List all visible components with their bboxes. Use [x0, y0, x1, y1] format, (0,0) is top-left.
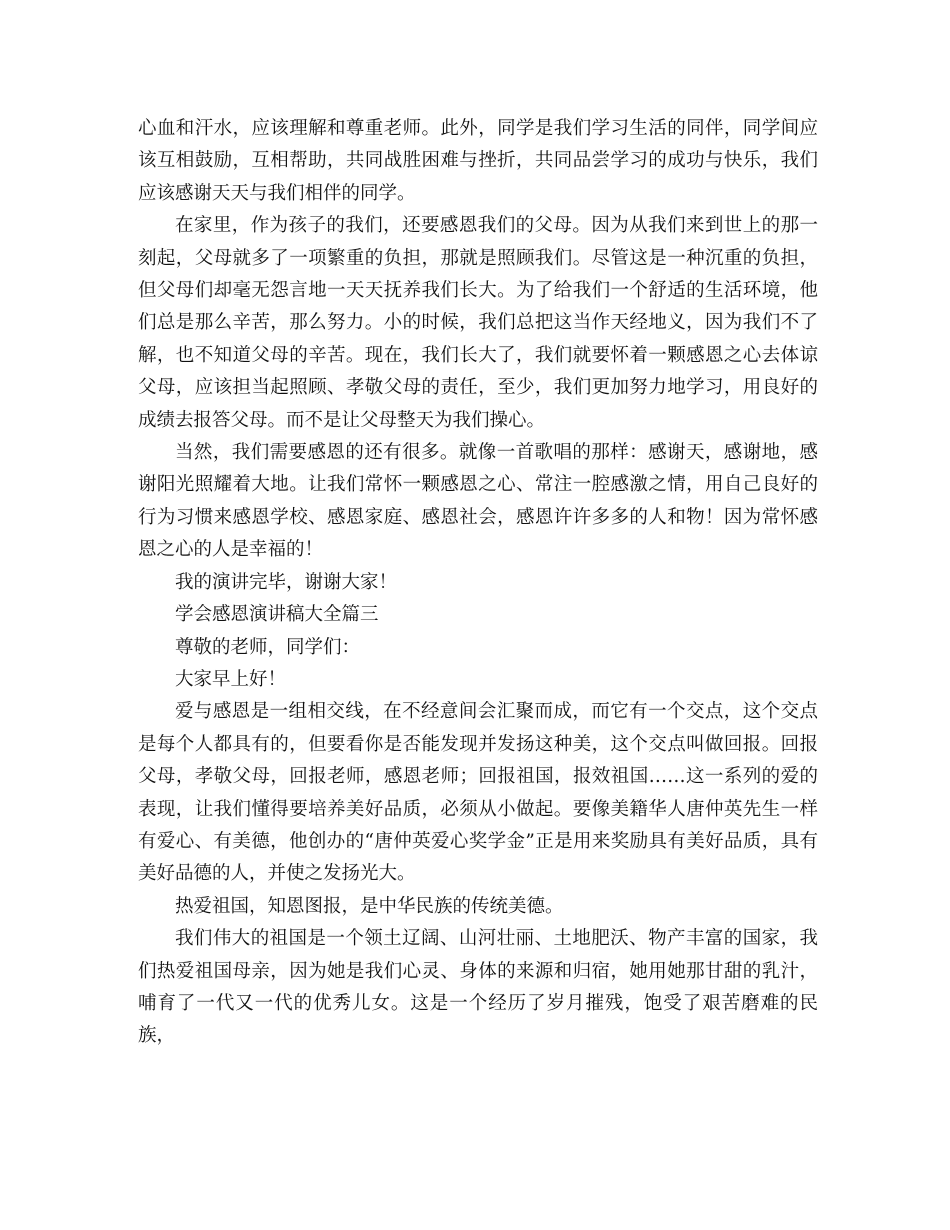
paragraph: 心血和汗水，应该理解和尊重老师。此外，同学是我们学习生活的同伴，同学间应该互相鼓励，互相帮助，共同战胜困难与挫折，共同品尝学习的成功与快乐，我们应该感谢天天与我们相伴的同学。 [138, 118, 818, 204]
section-heading: 学会感恩演讲稿大全篇三 [175, 604, 379, 626]
paragraph: 我们伟大的祖国是一个领土辽阔、山河壮丽、土地肥沃、物产丰富的国家，我们热爱祖国母亲，因为她是我们心灵、身体的来源和归宿，她用她那甘甜的乳汁，哺育了一代又一代的优秀儿女。这是一个经历了岁月摧残，饱受了艰苦磨难的民族， [138, 928, 818, 1047]
paragraph: 爱与感恩是一组相交线，在不经意间会汇聚而成，而它有一个交点，这个交点是每个人都具有的，但要看你是否能发现并发扬这种美，这个交点叫做回报。回报父母，孝敬父母，回报老师，感恩老师；回报祖国，报效祖国……这一系列的爱的表现，让我们懂得要培养美好品质，必须从小做起。要像美籍华人唐仲英先生一样有爱心、有美德，他创办的“唐仲英爱心奖学金”正是用来奖励具有美好品质，具有美好品德的人，并使之发扬光大。 [138, 701, 818, 885]
salutation: 尊敬的老师，同学们： [175, 636, 361, 658]
document-body [138, 113, 818, 1053]
paragraph: 我的演讲完毕，谢谢大家！ [175, 571, 398, 593]
paragraph: 热爱祖国，知恩图报，是中华民族的传统美德。 [175, 895, 564, 917]
greeting: 大家早上好！ [175, 668, 287, 690]
paragraph: 当然，我们需要感恩的还有很多。就像一首歌唱的那样：感谢天，感谢地，感谢阳光照耀着大地。让我们常怀一颗感恩之心、常注一腔感激之情，用自己良好的行为习惯来感恩学校、感恩家庭、感恩社会，感恩许许多多的人和物！因为常怀感恩之心的人是幸福的！ [138, 442, 818, 561]
paragraph: 在家里，作为孩子的我们，还要感恩我们的父母。因为从我们来到世上的那一刻起，父母就多了一项繁重的负担，那就是照顾我们。尽管这是一种沉重的负担，但父母们却毫无怨言地一天天抚养我们长大。为了给我们一个舒适的生活环境，他们总是那么辛苦，那么努力。小的时候，我们总把这当作天经地义，因为我们不了解，也不知道父母的辛苦。现在，我们长大了，我们就要怀着一颗感恩之心去体谅父母，应该担当起照顾、孝敬父母的责任，至少，我们更加努力地学习，用良好的成绩去报答父母。而不是让父母整天为我们操心。 [138, 215, 818, 431]
